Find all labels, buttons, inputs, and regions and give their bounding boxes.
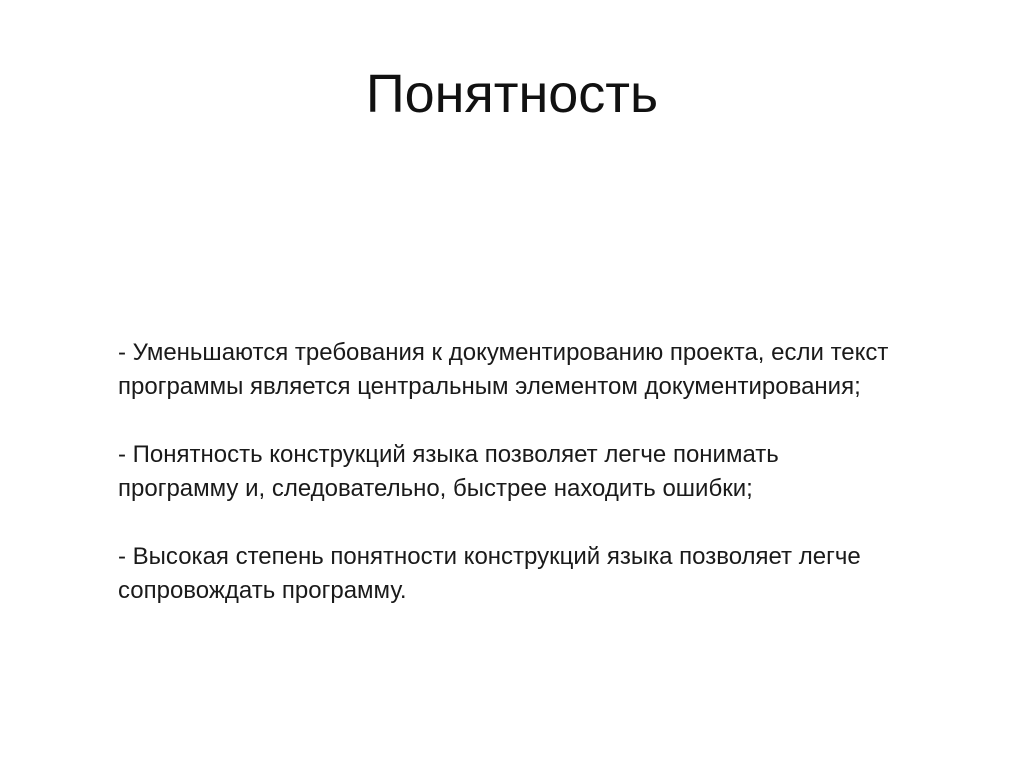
bullet-paragraph-2 <box>118 438 978 506</box>
bullet-paragraph-1 <box>118 336 978 404</box>
slide-title: Понятность <box>365 64 659 124</box>
paragraph-line: сопровождать программу. <box>118 577 407 604</box>
bullet-paragraph-3 <box>118 540 978 608</box>
paragraph-line: - Уменьшаются требования к документированию проекта, если текст <box>118 339 889 366</box>
paragraph-line: программу и, следовательно, быстрее находить ошибки; <box>118 475 753 502</box>
paragraph-line: - Понятность конструкций языка позволяет легче понимать <box>118 441 779 468</box>
paragraph-line: программы является центральным элементом документирования; <box>118 373 861 400</box>
paragraph-line: - Высокая степень понятности конструкций языка позволяет легче <box>118 543 861 570</box>
slide-content <box>118 336 978 642</box>
